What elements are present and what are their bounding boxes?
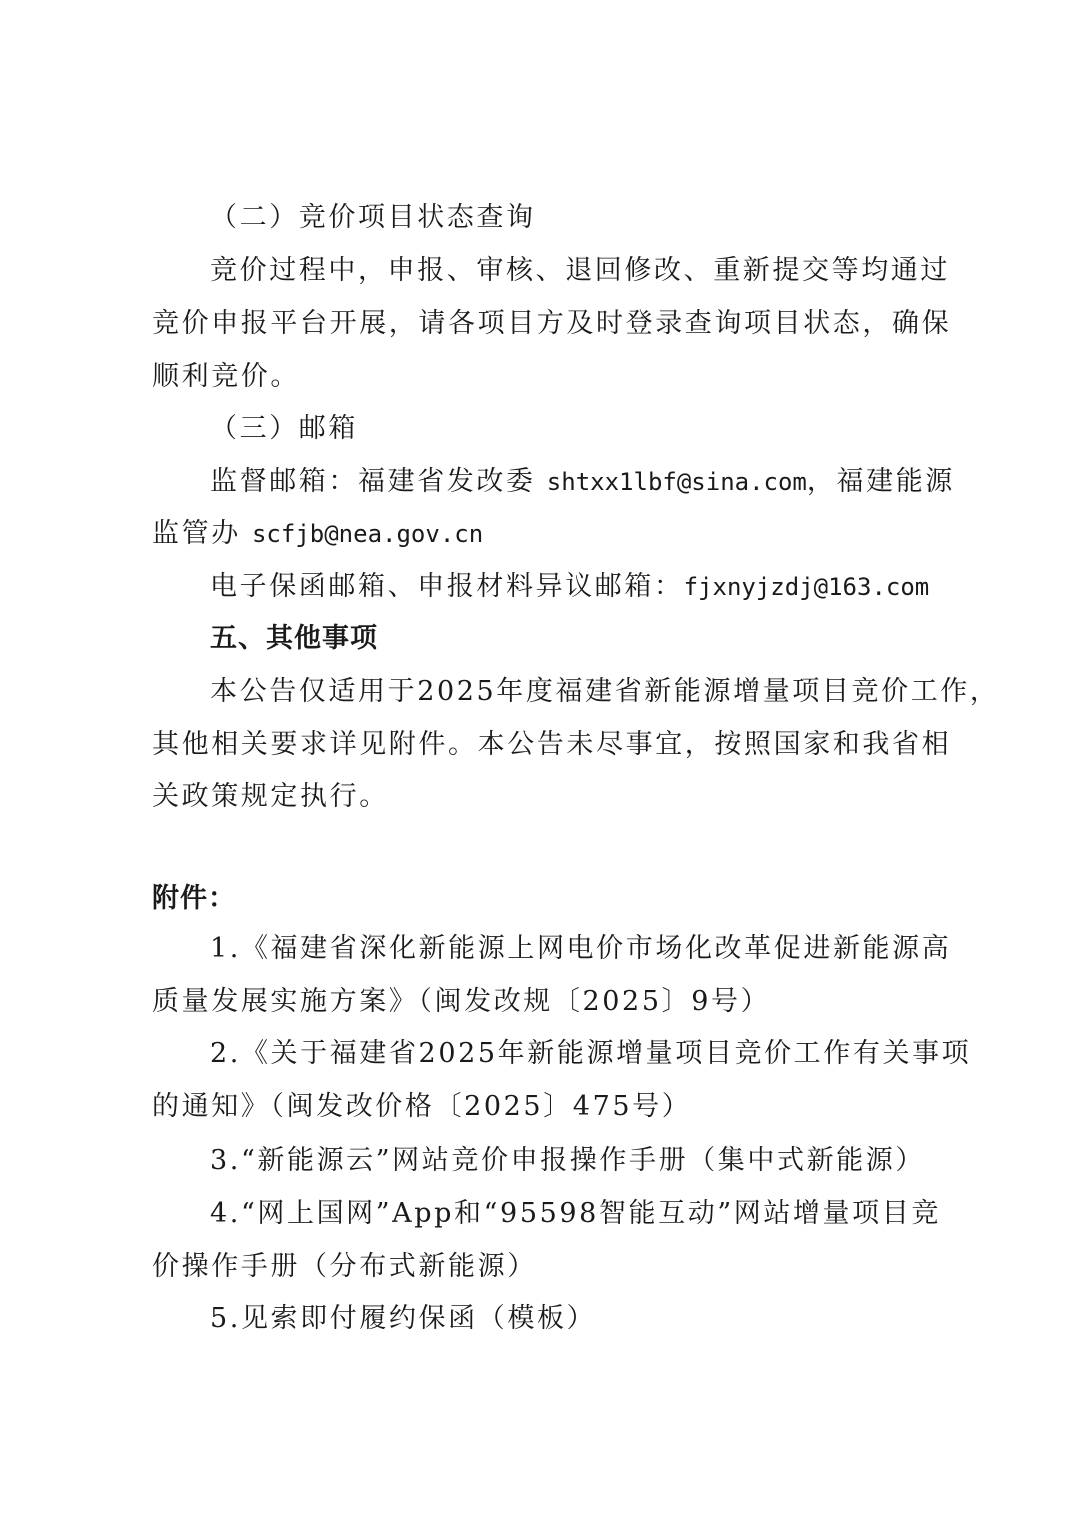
attachment-item-1: 1.《福建省深化新能源上网电价市场化改革促进新能源高 <box>210 933 952 964</box>
email-link-nea[interactable]: scfjb@nea.gov.cn <box>251 520 484 548</box>
email-link-ndrc[interactable]: shtxx1lbf@sina.com <box>546 468 807 496</box>
attachment-item-1-cont: 质量发展实施方案》（闽发改规〔2025〕9号） <box>152 986 771 1017</box>
paragraph-line: 关政策规定执行。 <box>152 781 389 812</box>
attachment-item-2-cont: 的通知》（闽发改价格〔2025〕475号） <box>152 1091 692 1122</box>
attachment-item-5: 5.见索即付履约保函（模板） <box>210 1303 597 1334</box>
supervision-office-label: 监管办 <box>152 518 252 549</box>
paragraph-line: 竞价申报平台开展，请各项目方及时登录查询项目状态，确保 <box>152 308 952 339</box>
supervision-label: 监督邮箱：福建省发改委 <box>210 466 547 497</box>
section-heading-other-matters: 五、其他事项 <box>210 623 378 654</box>
supervision-suffix: ，福建能源 <box>806 466 955 497</box>
attachment-item-2: 2.《关于福建省2025年新能源增量项目竞价工作有关事项 <box>210 1038 972 1069</box>
paragraph-line: 其他相关要求详见附件。本公告未尽事宜，按照国家和我省相 <box>152 729 952 760</box>
paragraph-line: 本公告仅适用于2025年度福建省新能源增量项目竞价工作， <box>210 676 1000 707</box>
guarantee-email-line <box>210 570 929 604</box>
attachment-item-3: 3.“新能源云”网站竞价申报操作手册（集中式新能源） <box>210 1145 925 1176</box>
section-heading-email: （三）邮箱 <box>210 413 358 444</box>
attachment-item-4: 4.“网上国网”App和“95598智能互动”网站增量项目竞 <box>210 1198 941 1229</box>
attachments-label: 附件： <box>152 883 236 914</box>
paragraph-line: 竞价过程中，申报、审核、退回修改、重新提交等均通过 <box>210 255 950 286</box>
attachment-item-4-cont: 价操作手册（分布式新能源） <box>152 1251 537 1282</box>
section-heading-project-status: （二）竞价项目状态查询 <box>210 202 536 233</box>
email-link-guarantee[interactable]: fjxnyjzdj@163.com <box>683 573 930 601</box>
supervision-email-line-1 <box>210 465 955 499</box>
guarantee-email-label: 电子保函邮箱、申报材料异议邮箱： <box>210 571 684 602</box>
paragraph-line: 顺利竞价。 <box>152 361 300 392</box>
supervision-email-line-2 <box>152 517 483 551</box>
